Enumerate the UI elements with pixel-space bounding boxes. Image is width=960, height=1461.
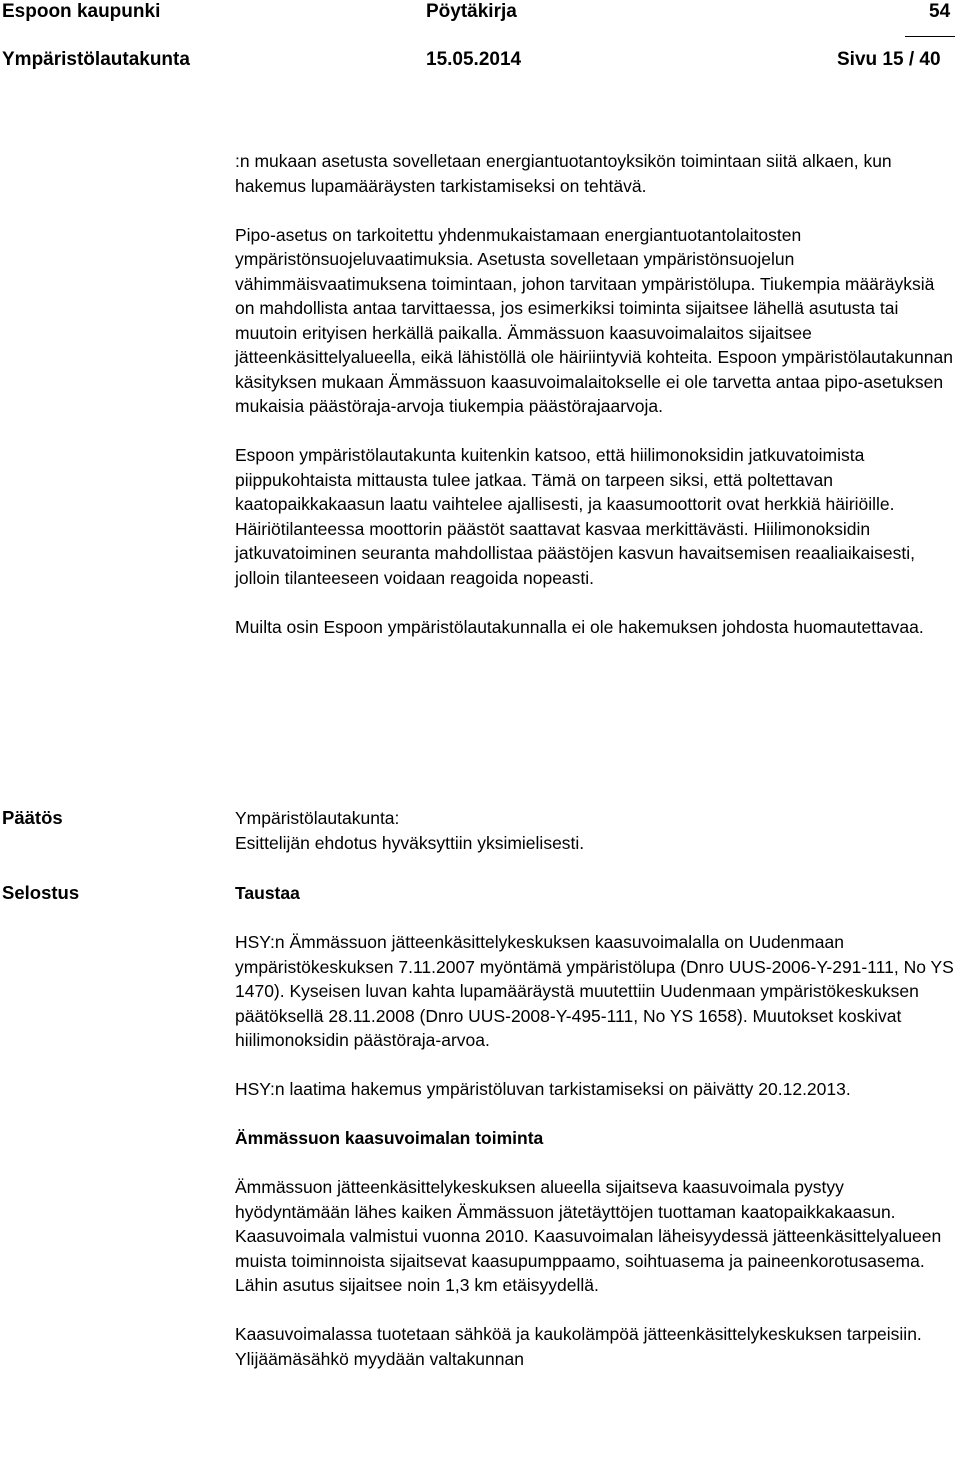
statement-heading-2: Ämmässuon kaasuvoimalan toiminta bbox=[235, 1128, 544, 1148]
statement-paragraph-4: Kaasuvoimalassa tuotetaan sähköä ja kaukolämpöä jätteenkäsittelykeskuksen tarpeisiin. Ylijäämäsähkö myydään valtakunnan bbox=[235, 1324, 922, 1369]
decision-board: Ympäristölautakunta: bbox=[235, 808, 400, 828]
statement-heading: Taustaa bbox=[235, 883, 300, 903]
intro-paragraph-4: Muilta osin Espoon ympäristölautakunnalla ei ole hakemuksen johdosta huomautettavaa. bbox=[235, 616, 924, 637]
header-date: 15.05.2014 bbox=[426, 49, 522, 70]
header-org: Espoon kaupunki bbox=[2, 1, 161, 22]
statement-paragraph-2: HSY:n laatima hakemus ympäristöluvan tarkistamiseksi on päivätty 20.12.2013. bbox=[235, 1079, 851, 1099]
header-page: Sivu 15 / 40 bbox=[837, 49, 941, 70]
statement-paragraph-3: Ämmässuon jätteenkäsittelykeskuksen alueella sijaitseva kaasuvoimala pystyy hyödyntämään lähes kaiken Ämmässuon jätetäyttöjen tuottaman kaatopaikkakaasun. Kaasuvoimala valmistui vuonna 2010. Kaasuvoimalan läheisyydessä jätteenkäsittelyalueen muista toiminnoista sijaitsevat kaasupumppaamo, soihtuasema ja paineenkorotusasema. Lähin asutus sijaitsee noin 1,3 km etäisyydellä. bbox=[235, 1177, 942, 1295]
statement-section bbox=[235, 881, 957, 1371]
decision-text: Esittelijän ehdotus hyväksyttiin yksimielisesti. bbox=[235, 832, 585, 853]
intro-paragraph-3: Espoon ympäristölautakunta kuitenkin katsoo, että hiilimonoksidin jatkuvatoimista piippukohtaista mittausta tulee jatkaa. Tämä on tarpeen siksi, että poltettavan kaatopaikkakaasun laatu vaihtelee ajallisesti, ja kaasumoottorit ovat herkkiä häiriöille. Häiriötilanteessa moottorin päästöt saattavat kasvaa merkittävästi. Hiilimonoksidin jatkuvatoiminen seuranta mahdollistaa päästöjen kasvun havaitsemisen reaaliaikaisesti, jolloin tilanteeseen voidaan reagoida nopeasti. bbox=[235, 445, 915, 588]
header-doc-type: Pöytäkirja bbox=[426, 1, 517, 22]
decision-label: Päätös bbox=[2, 807, 63, 828]
intro-paragraph-2: Pipo-asetus on tarkoitettu yhdenmukaistamaan energiantuotantolaitosten ympäristönsuojeluvaatimuksia. Asetusta sovelletaan ympäristönsuojelun vähimmäisvaatimuksena toimintaan, johon tarvitaan ympäristölupa. Tiukempia määräyksiä on mahdollista antaa tarvittaessa, jos esimerkiksi toiminta sijaitsee lähellä asutusta tai muutoin erityisen herkällä paikalla. Ämmässuon kaasuvoimalaitos sijaitsee jätteenkäsittelyalueella, eikä lähistöllä ole häiriintyviä kohteita. Espoon ympäristölautakunnan käsityksen mukaan Ämmässuon kaasuvoimalaitokselle ei ole tarvetta antaa pipo-asetuksen mukaisia päästöraja-arvoja tiukempia päästörajaarvoja. bbox=[235, 224, 953, 416]
intro-section bbox=[235, 149, 957, 639]
intro-paragraph-1: :n mukaan asetusta sovelletaan energiantuotantoyksikön toimintaan siitä alkaen, kun hakemus lupamääräysten tarkistamiseksi on tehtävä. bbox=[235, 151, 892, 196]
decision-section bbox=[235, 806, 957, 855]
header-number: 54 bbox=[929, 1, 951, 22]
header-board: Ympäristölautakunta bbox=[2, 49, 190, 70]
statement-paragraph-1: HSY:n Ämmässuon jätteenkäsittelykeskuksen kaasuvoimalalla on Uudenmaan ympäristökeskuksen 7.11.2007 myöntämä ympäristölupa (Dnro UUS-2006-Y-291-111, No YS 1470). Kyseisen luvan kahta lupamääräystä muutettiin Uudenmaan ympäristökeskuksen päätöksellä 28.11.2008 (Dnro UUS-2008-Y-495-111, No YS 1658). Muutokset koskivat hiilimonoksidin päästöraja-arvoa. bbox=[235, 932, 954, 1050]
header-number-underline bbox=[905, 36, 955, 37]
statement-label: Selostus bbox=[2, 882, 80, 903]
